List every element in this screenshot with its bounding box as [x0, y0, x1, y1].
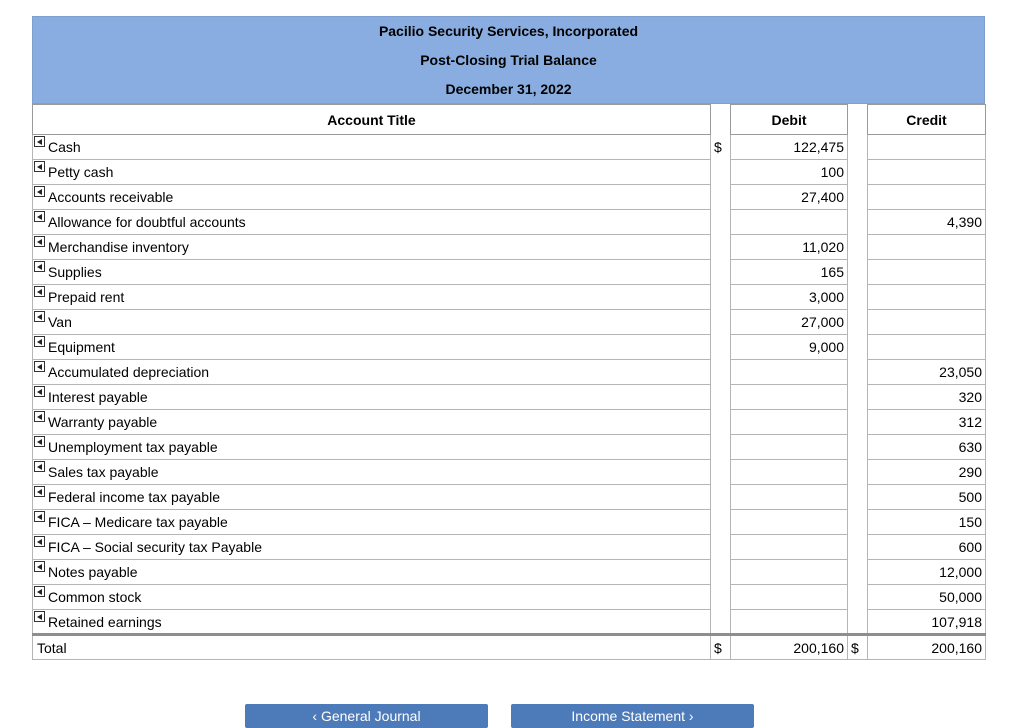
table-row [33, 135, 986, 160]
debit-sign [711, 185, 731, 210]
trial-balance-table [32, 104, 986, 660]
credit-input[interactable] [868, 335, 986, 360]
debit-sign [711, 560, 731, 585]
table-row [33, 385, 986, 410]
dropdown-arrow-icon[interactable] [34, 486, 45, 497]
dropdown-arrow-icon[interactable] [34, 161, 45, 172]
credit-input[interactable] [868, 260, 986, 285]
account-name: FICA – Social security tax Payable [48, 539, 262, 555]
debit-input[interactable] [731, 385, 848, 410]
credit-input[interactable] [868, 235, 986, 260]
account-name: Supplies [48, 264, 102, 280]
dropdown-arrow-icon[interactable] [34, 411, 45, 422]
table-row [33, 185, 986, 210]
dropdown-arrow-icon[interactable] [34, 286, 45, 297]
account-name: Sales tax payable [48, 464, 159, 480]
credit-input[interactable]: 320 [868, 385, 986, 410]
account-cell[interactable] [33, 610, 711, 635]
dropdown-arrow-icon[interactable] [34, 236, 45, 247]
account-cell[interactable] [33, 510, 711, 535]
total-debit-sign: $ [711, 635, 731, 660]
account-name: Merchandise inventory [48, 239, 189, 255]
debit-input[interactable] [731, 410, 848, 435]
debit-sign [711, 535, 731, 560]
dropdown-arrow-icon[interactable] [34, 586, 45, 597]
debit-input[interactable] [731, 360, 848, 385]
debit-sign [711, 610, 731, 635]
debit-input[interactable]: 11,020 [731, 235, 848, 260]
table-row [33, 485, 986, 510]
dropdown-arrow-icon[interactable] [34, 386, 45, 397]
account-name: Petty cash [48, 164, 114, 180]
debit-input[interactable] [731, 560, 848, 585]
account-cell[interactable] [33, 535, 711, 560]
prev-general-journal-button[interactable]: ‹ General Journal [245, 704, 488, 728]
debit-sign [711, 260, 731, 285]
table-row [33, 210, 986, 235]
debit-sign [711, 235, 731, 260]
debit-input[interactable]: 27,000 [731, 310, 848, 335]
account-cell[interactable] [33, 360, 711, 385]
debit-sign [711, 585, 731, 610]
dropdown-arrow-icon[interactable] [34, 611, 45, 622]
account-cell[interactable] [33, 135, 711, 160]
credit-input[interactable]: 600 [868, 535, 986, 560]
account-name: Accounts receivable [48, 189, 174, 205]
debit-sign [711, 510, 731, 535]
dropdown-arrow-icon[interactable] [34, 361, 45, 372]
debit-input[interactable] [731, 460, 848, 485]
statement-header [32, 16, 985, 104]
account-cell[interactable] [33, 385, 711, 410]
account-cell[interactable] [33, 260, 711, 285]
table-row [33, 610, 986, 635]
total-row [33, 635, 986, 660]
table-row [33, 235, 986, 260]
table-row [33, 460, 986, 485]
account-cell[interactable] [33, 310, 711, 335]
account-cell[interactable] [33, 210, 711, 235]
account-cell[interactable] [33, 585, 711, 610]
total-debit-input[interactable]: 200,160 [731, 635, 848, 660]
account-cell[interactable] [33, 285, 711, 310]
table-row [33, 260, 986, 285]
debit-input[interactable]: 27,400 [731, 185, 848, 210]
debit-sign [711, 335, 731, 360]
statement-date: December 31, 2022 [445, 81, 572, 97]
dropdown-arrow-icon[interactable] [34, 136, 45, 147]
account-title-header: Account Title [33, 105, 711, 135]
debit-sign [711, 310, 731, 335]
credit-input[interactable] [868, 135, 986, 160]
debit-input[interactable] [731, 585, 848, 610]
table-row [33, 410, 986, 435]
debit-sign [711, 460, 731, 485]
account-cell[interactable] [33, 235, 711, 260]
debit-sign [711, 435, 731, 460]
credit-input[interactable]: 500 [868, 485, 986, 510]
dropdown-arrow-icon[interactable] [34, 461, 45, 472]
account-name: Interest payable [48, 389, 148, 405]
table-row [33, 310, 986, 335]
table-row [33, 360, 986, 385]
credit-input[interactable]: 290 [868, 460, 986, 485]
dropdown-arrow-icon[interactable] [34, 311, 45, 322]
debit-input[interactable]: 165 [731, 260, 848, 285]
table-row [33, 285, 986, 310]
dropdown-arrow-icon[interactable] [34, 436, 45, 447]
table-row [33, 510, 986, 535]
company-name: Pacilio Security Services, Incorporated [378, 23, 639, 39]
account-name: Unemployment tax payable [48, 439, 218, 455]
credit-input[interactable]: 107,918 [868, 610, 986, 635]
dropdown-arrow-icon[interactable] [34, 511, 45, 522]
account-name: FICA – Medicare tax payable [48, 514, 228, 530]
debit-sign [711, 485, 731, 510]
account-name: Equipment [48, 339, 115, 355]
account-name: Common stock [48, 589, 142, 605]
dropdown-arrow-icon[interactable] [34, 336, 45, 347]
debit-input[interactable] [731, 435, 848, 460]
debit-input[interactable] [731, 610, 848, 635]
account-name: Notes payable [48, 564, 138, 580]
dropdown-arrow-icon[interactable] [34, 186, 45, 197]
debit-input[interactable] [731, 535, 848, 560]
credit-input[interactable]: 4,390 [868, 210, 986, 235]
account-name: Federal income tax payable [48, 489, 220, 505]
debit-input[interactable] [731, 485, 848, 510]
next-income-statement-button[interactable]: Income Statement › [511, 704, 754, 728]
debit-header: Debit [731, 105, 848, 135]
credit-input[interactable] [868, 160, 986, 185]
account-cell[interactable] [33, 410, 711, 435]
debit-sign [711, 410, 731, 435]
dropdown-arrow-icon[interactable] [34, 261, 45, 272]
table-row [33, 535, 986, 560]
total-credit-input[interactable]: 200,160 [868, 635, 986, 660]
account-cell[interactable] [33, 335, 711, 360]
debit-sign [711, 285, 731, 310]
credit-input[interactable] [868, 285, 986, 310]
table-row [33, 560, 986, 585]
credit-header: Credit [868, 105, 986, 135]
account-cell[interactable] [33, 160, 711, 185]
account-cell[interactable] [33, 560, 711, 585]
debit-sign: $ [711, 135, 731, 160]
table-row [33, 435, 986, 460]
table-row [33, 335, 986, 360]
account-name: Allowance for doubtful accounts [48, 214, 246, 230]
account-name: Accumulated depreciation [48, 364, 210, 380]
statement-title: Post-Closing Trial Balance [420, 52, 597, 68]
credit-input[interactable]: 630 [868, 435, 986, 460]
credit-input[interactable] [868, 310, 986, 335]
debit-input[interactable]: 100 [731, 160, 848, 185]
debit-input[interactable] [731, 510, 848, 535]
dropdown-arrow-icon[interactable] [34, 211, 45, 222]
account-name: Cash [48, 139, 81, 155]
credit-input[interactable]: 150 [868, 510, 986, 535]
total-credit-sign: $ [848, 635, 868, 660]
account-name: Van [48, 314, 72, 330]
total-label: Total [33, 635, 711, 660]
dropdown-arrow-icon[interactable] [34, 536, 45, 547]
debit-input[interactable]: 122,475 [731, 135, 848, 160]
table-row [33, 160, 986, 185]
debit-sign [711, 360, 731, 385]
table-row [33, 585, 986, 610]
debit-sign [711, 385, 731, 410]
debit-input[interactable]: 3,000 [731, 285, 848, 310]
account-name: Warranty payable [48, 414, 158, 430]
credit-input[interactable]: 312 [868, 410, 986, 435]
account-cell[interactable] [33, 460, 711, 485]
account-name: Retained earnings [48, 613, 162, 630]
debit-input[interactable] [731, 210, 848, 235]
credit-input[interactable]: 12,000 [868, 560, 986, 585]
debit-sign [711, 210, 731, 235]
account-name: Prepaid rent [48, 289, 125, 305]
account-cell[interactable] [33, 185, 711, 210]
credit-input[interactable]: 50,000 [868, 585, 986, 610]
debit-input[interactable]: 9,000 [731, 335, 848, 360]
credit-input[interactable]: 23,050 [868, 360, 986, 385]
account-cell[interactable] [33, 485, 711, 510]
credit-input[interactable] [868, 185, 986, 210]
dropdown-arrow-icon[interactable] [34, 561, 45, 572]
debit-sign [711, 160, 731, 185]
account-cell[interactable] [33, 435, 711, 460]
